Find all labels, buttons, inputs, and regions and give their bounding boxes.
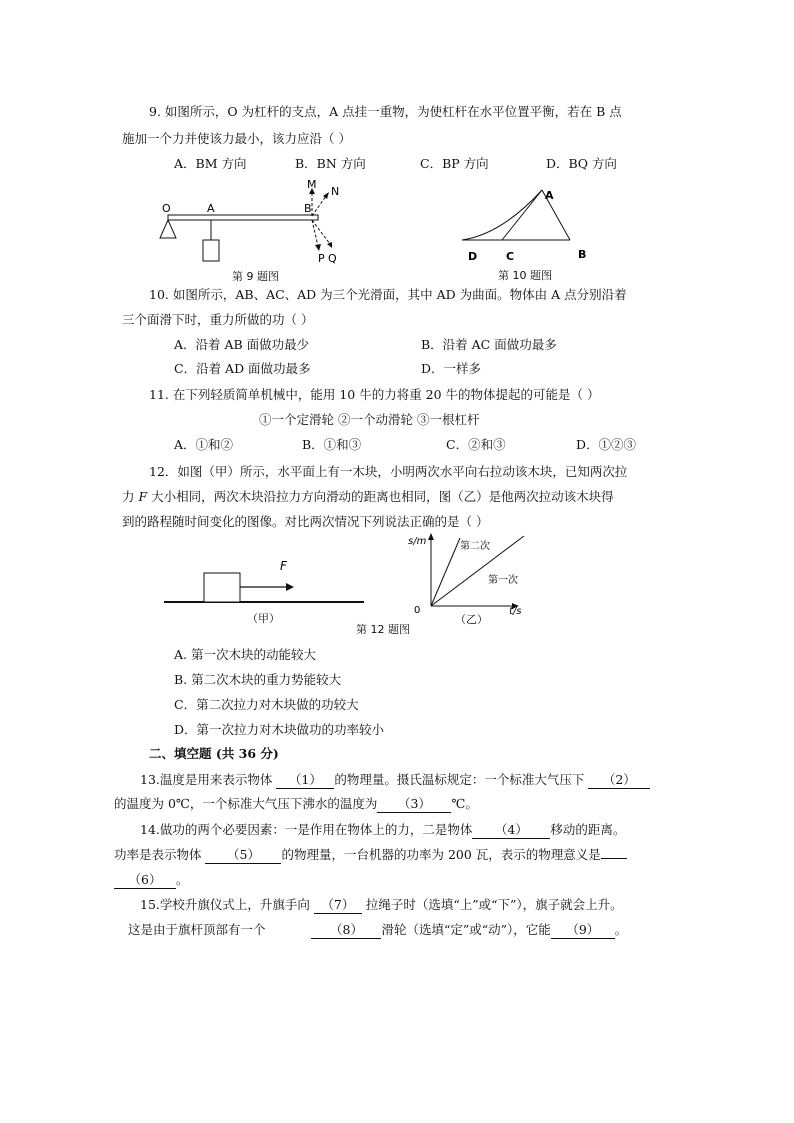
q14-text-5: 。 xyxy=(176,872,189,887)
q11-choices: ①一个定滑轮 ②一个动滑轮 ③一根杠杆 xyxy=(259,412,480,427)
q10-line2: 三个面滑下时，重力所做的功（ ） xyxy=(122,312,314,327)
blank-4[interactable]: （4） xyxy=(472,822,550,839)
y-axis-head xyxy=(428,533,434,540)
blank-8[interactable]: （8） xyxy=(311,922,381,939)
label-p: P xyxy=(318,252,325,265)
blank-2[interactable]: （2） xyxy=(588,772,650,789)
q9-line2: 施加一个力并使该力最小，该力应沿（ ） xyxy=(122,131,351,146)
arrow-bq-head xyxy=(327,242,332,248)
q15-text-1: 15.学校升旗仪式上，升旗手向 xyxy=(140,897,314,912)
q12-force-symbol: F xyxy=(138,489,148,504)
q11-line1: 11. 在下列轻质简单机械中，能用 10 牛的力将重 20 牛的物体提起的可能是（ ） xyxy=(149,387,600,402)
label-b: B xyxy=(304,202,312,215)
fig12-jia-caption: （甲） xyxy=(247,612,280,625)
q14-line3 xyxy=(114,872,189,889)
blank-5[interactable]: （5） xyxy=(205,847,281,864)
q13-line1 xyxy=(140,772,650,789)
series-label-first: 第一次 xyxy=(488,575,518,586)
q10-line1: 10. 如图所示，AB、AC、AD 为三个光滑面，其中 AD 为曲面。物体由 A 点分别沿着 xyxy=(149,287,627,302)
x-axis-label: t/s xyxy=(509,606,522,616)
y-axis-label: s/m xyxy=(408,536,427,547)
q13-text-4: ℃。 xyxy=(451,796,478,811)
block-diagram xyxy=(160,556,370,608)
q12-line2 xyxy=(122,489,614,505)
q15-line1 xyxy=(140,897,623,914)
wood-block xyxy=(204,573,240,602)
force-label: F xyxy=(280,559,287,573)
label-a: A xyxy=(207,202,215,215)
slopes-diagram xyxy=(456,184,596,266)
arrow-bp xyxy=(312,220,318,246)
q13-text-1: 13.温度是用来表示物体 xyxy=(140,772,277,787)
q11-option-b: B．①和③ xyxy=(302,437,362,452)
q11-option-a: A．①和② xyxy=(174,437,234,452)
section-title: 二、填空题 (共 36 分) xyxy=(149,746,279,761)
q14-line2 xyxy=(114,847,627,864)
blank-7[interactable]: （7） xyxy=(314,897,362,914)
label-q: Q xyxy=(328,252,337,265)
q12-line2-b: 大小相同，两次木块沿拉力方向滑动的距离也相同，图（乙）是他两次拉动该木块得 xyxy=(147,489,614,504)
arrow-bp-head xyxy=(315,244,321,251)
q14-text-2: 移动的距离。 xyxy=(550,822,626,837)
arrow-bn-head xyxy=(323,192,329,199)
blank-6[interactable]: （6） xyxy=(114,872,176,889)
q14-text-3: 功率是表示物体 xyxy=(114,847,206,862)
fig9-caption: 第 9 题图 xyxy=(232,270,279,283)
q10-option-b: B．沿着 AC 面做功最多 xyxy=(421,337,557,352)
q10-option-d: D．一样多 xyxy=(421,361,482,376)
q9-option-d: D．BQ 方向 xyxy=(546,156,617,171)
blank-3[interactable]: （3） xyxy=(377,796,451,813)
q13-text-2: 的物理量。摄氏温标规定：一个标准大气压下 xyxy=(334,772,589,787)
q11-option-d: D．①②③ xyxy=(576,437,637,452)
q9-option-a: A．BM 方向 xyxy=(174,156,247,171)
force-arrow-head xyxy=(286,583,294,591)
slope-ac xyxy=(502,190,542,240)
label-o: O xyxy=(162,202,171,215)
q9-option-c: C．BP 方向 xyxy=(420,156,489,171)
q12-line3: 到的路程随时间变化的图像。对比两次情况下列说法正确的是（ ） xyxy=(122,514,489,529)
q14-line1 xyxy=(140,822,625,839)
label-n: N xyxy=(331,185,340,198)
arrow-bn xyxy=(312,196,326,216)
q10-option-a: A．沿着 AB 面做功最少 xyxy=(174,337,310,352)
q15-text-4: 滑轮（选填“定”或“动”），它能 xyxy=(381,922,551,937)
lever-bar xyxy=(168,215,318,220)
q10-option-c: C．沿着 AD 面做功最多 xyxy=(174,361,311,376)
blank-9[interactable]: （9） xyxy=(551,922,615,939)
q12-option-b: B. 第二次木块的重力势能较大 xyxy=(174,672,342,687)
q14-text-1: 14.做功的两个必要因素：一是作用在物体上的力，二是物体 xyxy=(140,822,473,837)
q13-line2 xyxy=(114,796,478,813)
q15-text-5: 。 xyxy=(614,922,628,937)
q14-text-4: 的物理量，一台机器的功率为 200 瓦，表示的物理意义是 xyxy=(281,847,601,862)
origin-label: 0 xyxy=(414,605,421,616)
q12-option-c: C．第二次拉力对木块做的功较大 xyxy=(174,697,359,712)
q9-option-b: B．BN 方向 xyxy=(295,156,366,171)
label-m: M xyxy=(307,178,317,191)
label-b: B xyxy=(578,248,587,261)
weight-block xyxy=(203,240,219,261)
q12-line1: 12．如图（甲）所示，水平面上有一木块，小明两次水平向右拉动该木块，已知两次拉 xyxy=(149,464,628,479)
label-d: D xyxy=(468,250,478,263)
q11-option-c: C．②和③ xyxy=(446,437,506,452)
q9-line1: 9. 如图所示，O 为杠杆的支点，A 点挂一重物，为使杠杆在水平位置平衡，若在 B 点 xyxy=(149,104,622,119)
curve-ad xyxy=(462,190,542,240)
q12-option-d: D．第一次拉力对木块做功的功率较小 xyxy=(174,722,385,737)
series-label-second: 第二次 xyxy=(460,541,490,552)
lever-diagram xyxy=(150,176,360,272)
st-graph xyxy=(402,530,534,616)
fig12-yi-caption: （乙） xyxy=(455,613,488,626)
q12-line2-a: 力 xyxy=(122,489,139,504)
q15-line2 xyxy=(128,922,627,939)
series-line-second xyxy=(431,538,460,606)
fig10-caption: 第 10 题图 xyxy=(498,269,552,282)
q15-text-2: 拉绳子时（选填“上”或“下”），旗子就会上升。 xyxy=(361,897,623,912)
label-c: C xyxy=(506,250,515,263)
label-a: A xyxy=(545,189,554,202)
blank-6-start xyxy=(601,858,627,859)
fig12-caption: 第 12 题图 xyxy=(356,623,410,636)
q13-text-3: 的温度为 0℃，一个标准大气压下沸水的温度为 xyxy=(114,796,378,811)
blank-1[interactable]: （1） xyxy=(276,772,334,789)
fulcrum-triangle xyxy=(160,220,176,238)
q12-option-a: A. 第一次木块的动能较大 xyxy=(174,647,316,662)
q15-text-3: 这是由于旗杆顶部有一个 xyxy=(128,922,270,937)
